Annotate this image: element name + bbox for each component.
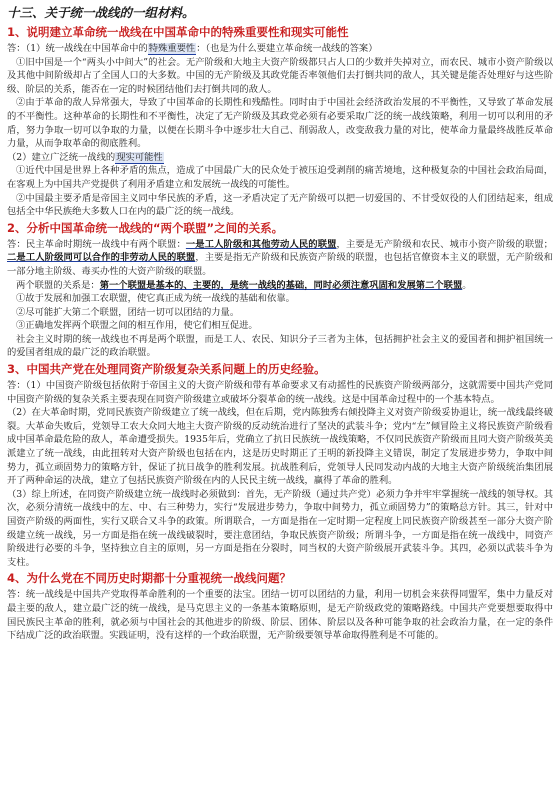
second-alliance: 二是工人阶级同可以合作的非劳动人民的联盟 [7, 252, 196, 264]
section-4-heading: 4、为什么党在不同历史时期都十分重视统一战线问题？ [7, 571, 291, 586]
answer-text: ，主要是无产阶级和农民、城市小资产阶级的联盟； [336, 238, 553, 250]
answer-text: ，主要是指无产阶级和民族资产阶级的联盟，也包括官僚资本主义的联盟，无产阶级和一部分地主阶级、毒买办性的大资产阶级的联盟。 [7, 252, 553, 277]
key-term-possibility: 现实可能性 [116, 151, 163, 163]
relation-prefix: 两个联盟的关系是： [16, 279, 100, 291]
relation-key-point: 第一个联盟是基本的、主要的，是统一战线的基础，同时必须注意巩固和发展第二个联盟 [99, 279, 463, 291]
section-3-point-2: （2）在大革命时期，党同民族资产阶级建立了统一战线，但在后期，党内陈独秀右倾投降主义对资产阶级妥协退让，统一战线最终破裂。大革命失败后，党领导工农大众同大地主大资产阶级的反动统治进行了坚决的武装斗争；党内“左”倾冒险主义将民族资产阶级看成中国革命最危险的敌人，革命遭受损失。1935年后，党确立了抗日民族统一战线策略，不仅同民族资产阶级而且同大资产阶级英美派建立了统一战线，由此扭转对大资产阶级也包括在内，这是历史时期正了王明的新投降主义错误，制定了发展进步势力，争取中间势力，孤立顽固势力的策略方针，保证了抗日战争的胜利发展。抗战胜利后，党领导人民同发动内战的大地主大资产阶级统治集团展开了两种命运的决战，建立了包括民族资产阶级在内的人民民主统一战线，赢得了革命的胜利。 [7, 407, 553, 487]
answer-prefix: 答：（1）统一战线在中国革命中的 [7, 43, 148, 54]
section-1-point-3: ①近代中国是世界上各种矛盾的焦点，造成了中国最广大的民众处于被压迫受剥削的痛苦境地，这种极复杂的中国社会政治局面，在客观上为中国共产党提供了利用矛盾建立和发展统一战线的可能性。 [7, 165, 553, 190]
first-alliance: 一是工人阶级和其他劳动人民的联盟 [185, 238, 337, 250]
document-page [7, 4, 553, 791]
section-2-relation [7, 279, 553, 293]
section-1-point-4: ②中国最主要矛盾是帝国主义同中华民族的矛盾，这一矛盾决定了无产阶级可以把一切爱国的、不甘受奴役的人们团结起来，组成包括全中华民族绝大多数人口在内的最广泛的统一战线。 [7, 192, 553, 218]
answer-prefix: 答：民主革命时期统一战线中有两个联盟： [7, 238, 186, 250]
relation-end: 。 [462, 279, 472, 291]
section-1-point-2: ②由于革命的敌人异常强大，导致了中国革命的长期性和残酷性。同时由于中国社会经济政治发展的不平衡性，又导致了革命发展的不平衡性。这种革命的长期性和不平衡性，决定了无产阶级及其政党必须有必要采取广泛的统一战线策略，利用一切可以利用的矛盾，努力争取一切可以争取的力量，以便在长期斗争中逐步壮大自己、削弱敌人，改变敌我力量的对比，使革命力量最终战胜反革命力量，从而争取革命的彻底胜利。 [7, 97, 553, 150]
key-term-importance: 特殊重要性 [148, 43, 196, 54]
section-2-item-2: ②尽可能扩大第二个联盟，团结一切可以团结的力量。 [16, 306, 240, 318]
section-2-item-3: ③正确地发挥两个联盟之间的相互作用，使它们相互促进。 [16, 320, 258, 332]
section-1-answer-2 [7, 151, 553, 165]
answer-note: ：（也是为什么要建立革命统一战线的答案） [196, 43, 378, 54]
answer-prefix: （2）建立广泛统一战线的 [7, 151, 116, 163]
section-2-point: 社会主义时期的统一战线也不再是两个联盟，而是工人、农民、知识分子三者为主体，包括拥护社会主义的爱国者和拥护祖国统一的爱国者组成的最广泛的政治联盟。 [7, 333, 553, 359]
section-1-heading: 1、说明建立革命统一战线在中国革命中的特殊重要性和现实可能性 [7, 25, 349, 39]
section-2-item-1: ①故于发展和加强工农联盟，使它真正成为统一战线的基础和依靠。 [16, 293, 295, 305]
section-3-point-1: 答：（1）中国资产阶级包括依附于帝国主义的大资产阶级和带有革命要求又有动摇性的民族资产阶级两部分，这就需要中国共产党同中国资产阶级的复杂关系主要表现在同资产阶级建立或破坏分裂革命的统一战线。这是中国革命过程中的一个基本特点。 [7, 380, 553, 405]
section-2-heading: 2、分析中国革命统一战线的“两个联盟”之间的关系。 [7, 220, 284, 235]
section-4-point-1: 答：统一战线是中国共产党取得革命胜利的一个重要的法宝。团结一切可以团结的力量，利用一切机会来获得同盟军，集中力量反对最主要的敌人，建立最广泛的统一战线，是马克思主义的一条基本策略原则，是无产阶级政党的策略路线。中国共产党要想要取得中国民族民主革命的胜利，就必须与中国社会的其他进步的阶级、阶层、团体、阶层以及各种可能争取的社会政治力量，在一定的条件下结成广泛的政治联盟。实践证明，没有这样的一个政治联盟，无产阶级要领导革命取得胜利是不可能的。 [7, 589, 553, 642]
section-1-answer-1 [7, 42, 553, 56]
section-2-answer [7, 238, 553, 279]
section-3-heading: 3、中国共产党在处理同资产阶级复杂关系问题上的历史经验。 [7, 362, 326, 377]
section-3-point-3: （3）综上所述，在同资产阶级建立统一战线时必须做到：首先，无产阶级（通过共产党）必须力争并牢牢掌握统一战线的领导权。其次，必须分清统一战线中的左、中、右三种势力，实行“发展进步势力，争取中间势力，孤立顽固势力”的策略总方针。其三，针对中国资产阶级的两面性，实行又联合又斗争的政策。所谓联合，一方面是指在一定时期一定程度上同民族资产阶级甚至一部分大资产阶级建立统一战线，另一方面是指在统一战线破裂时，要注意团结，争取民族资产阶级；所谓斗争，一方面是指在统一战线中，同资产阶级进行必要的斗争，坚持独立自主的原则，另一方面是指在分裂时，同当权的大资产阶级展开武装斗争。其四，必须以武装斗争为支柱。 [7, 488, 553, 568]
section-1-point-1: ①旧中国是一个“两头小中间大”的社会。无产阶级和大地主大资产阶级都只占人口的少数并失掉对立，而农民、城市小资产阶级以及其他中间阶级却占了全国人口的大多数。中国的无产阶级及其政党能否率领他们去打倒共同的敌人，其关键是能否处理好与这些阶级、阶层的关系，能否在一定的时候团结他们去打倒共同的敌人。 [7, 56, 553, 95]
document-title: 十三、关于统一战线的一组材料。 [7, 5, 195, 20]
